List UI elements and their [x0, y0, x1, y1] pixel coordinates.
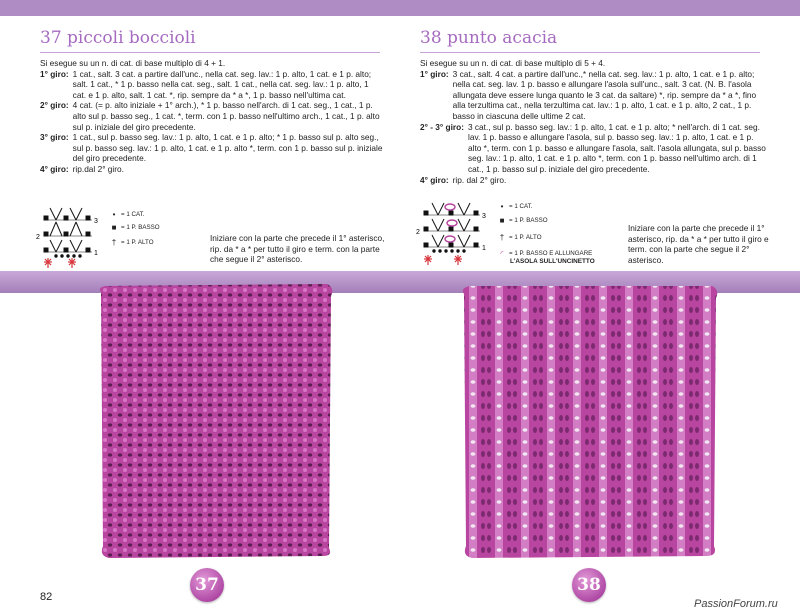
diagram-row-label: 3 — [482, 213, 486, 220]
legend-text: = 1 P. BASSO — [121, 224, 160, 231]
instructions — [420, 58, 768, 185]
diagram-row-label: 1 — [94, 250, 98, 257]
top-color-band — [0, 0, 800, 16]
pattern-title: 38 punto acacia — [420, 28, 558, 48]
diagram-row-label: 1 — [482, 245, 486, 252]
diagram-row-label: 2 — [416, 229, 420, 236]
round-label: 4° giro: — [40, 163, 69, 174]
stitch-diagram — [36, 206, 104, 270]
chain-stitch-icon: • — [112, 210, 116, 219]
repeat-marker-icon — [424, 255, 462, 265]
double-crochet-icon: † — [111, 238, 117, 247]
round-text: 1 cat., salt. 3 cat. a partire dall'unc., nella cat. seg. lav.: 1 p. alto, 1 cat. e 1 p. alto; salt. 1 cat., * 1 p. basso nella cat. seg., salt. 1 cat., nella cat. seg. lav.: 1 p. alto, 1 cat. e 1 p. alto, salt. 1 cat. *, rip. sempre da * a *, 1 p. basso nell'ultima cat. — [72, 68, 372, 100]
round-label: 1° giro: — [40, 68, 69, 79]
intro-text: Si esegue su un n. di cat. di base multiplo di 5 + 4. — [420, 58, 606, 68]
round-3 — [40, 132, 384, 164]
legend-item — [498, 203, 532, 210]
crochet-swatch-photo — [460, 280, 722, 560]
round-4 — [420, 175, 768, 186]
round-2-3 — [420, 122, 768, 175]
elongated-loop-icon: ◜ — [500, 249, 504, 258]
pattern-number-badge: 38 — [572, 568, 606, 602]
round-text: 1 cat., sul p. basso seg. lav.: 1 p. alto, 1 cat. e 1 p. alto; * 1 p. basso sul p. alto seg., sul p. basso seg. lav.: 1 p. alto, 1 cat. e 1 p. alto *, term. con 1 p. basso sul p. iniziale del giro precedente. — [72, 132, 383, 164]
legend-text: = 1 P. BASSO — [509, 217, 548, 224]
legend-text: = 1 P. BASSO E ALLUNGARE — [509, 250, 593, 257]
intro-text: Si esegue su un n. di cat. di base multiplo di 4 + 1. — [40, 58, 226, 68]
stitch-diagram — [416, 199, 492, 269]
round-text: 3 cat., sul p. basso seg. lav.: 1 p. alto, 1 cat. e 1 p. alto; * nell'arch. di 1 cat. seg. lav. 1 p. basso e allungare l'asola, sul p. basso seg. lav.: 1 p. alto, 1 cat. e 1 p. alto *, term. con 1 p. basso e allungare l'asola, salt. l'asola allungata, sul p. basso seg. lav.: 1 p. alto, 1 cat. e 1 p. alto *, term. con 1 p. basso nell'ultimo arch. di 1 cat., 1 p. basso sul p. iniziale del giro precedente. — [467, 121, 766, 174]
legend-item — [110, 224, 160, 231]
round-label: 2° - 3° giro: — [420, 121, 464, 132]
round-label: 3° giro: — [40, 132, 69, 143]
repeat-note: Iniziare con la parte che precede il 1° asterisco, rip. da * a * per tutto il giro e term. con la parte che segue il 2° asterisco. — [628, 223, 769, 265]
round-label: 4° giro: — [420, 174, 449, 185]
legend-text: = 1 P. ALTO — [509, 234, 542, 241]
page-number: 82 — [40, 591, 53, 603]
round-text: rip. dal 2° giro. — [452, 174, 507, 185]
round-text: 3 cat., salt. 4 cat. a partire dall'unc.,* nella cat. seg. lav.: 1 p. alto, 1 cat. e 1 p. alto; nella cat. seg. lav. 1 p. basso e allungare l'asola sull'unc., salt. 3 cat. (N. B. l'asola allungata deve essere lunga quanto le 3 cat. da saltare) *, rip. sempre da * a *, fino alla terzultima cat., nella terzultima cat. lav.: 1 p. alto, 1 cat. e 1 p. alto, 2 cat., 1 p. basso in ciascuna delle ultime 2 cat. — [452, 68, 757, 121]
round-1 — [40, 69, 384, 101]
round-text: rip.dal 2° giro. — [72, 163, 124, 174]
diagram-row-label: 2 — [36, 234, 40, 241]
pattern-title: 37 piccoli boccioli — [40, 28, 196, 48]
watermark: PassionForum.ru — [694, 598, 778, 610]
double-crochet-icon: † — [499, 233, 505, 242]
legend-item — [498, 217, 548, 224]
single-crochet-icon: ■ — [499, 216, 505, 225]
diagram-row-label: 3 — [94, 218, 98, 225]
legend-text: = 1 CAT. — [121, 211, 145, 218]
repeat-note: Iniziare con la parte che precede il 1° asterisco, rip. da * a * per tutto il giro e term. con la parte che segue il 2° asterisco. — [210, 233, 385, 265]
title-rule — [40, 52, 380, 53]
legend-item — [498, 234, 542, 241]
legend-item — [110, 239, 154, 246]
legend-text: = 1 P. ALTO — [121, 239, 154, 246]
round-1 — [420, 69, 768, 122]
legend-item-continuation: L'ASOLA SULL'UNCINETTO — [510, 258, 595, 265]
instructions — [40, 58, 384, 175]
legend-item — [498, 250, 592, 257]
crochet-swatch-photo — [95, 280, 337, 560]
legend-item — [110, 211, 144, 218]
repeat-marker-icon — [44, 258, 76, 268]
legend-text: = 1 CAT. — [509, 203, 533, 210]
round-label: 1° giro: — [420, 68, 449, 79]
title-rule — [420, 52, 760, 53]
round-2 — [40, 100, 384, 132]
pattern-number-badge: 37 — [190, 568, 224, 602]
right-page — [400, 16, 800, 615]
round-4 — [40, 164, 384, 175]
left-page — [0, 16, 400, 615]
round-text: 4 cat. (= p. alto iniziale + 1° arch.), * 1 p. basso nell'arch. di 1 cat. seg., 1 cat., 1 p. alto sul p. basso seg., 1 cat. *, term. con 1 p. basso nell'ultimo arch., 1 cat., 1 p. alto sul p. iniziale del giro precedente. — [72, 100, 380, 132]
round-label: 2° giro: — [40, 100, 69, 111]
chain-stitch-icon: • — [500, 202, 504, 211]
single-crochet-icon: ■ — [111, 223, 117, 232]
